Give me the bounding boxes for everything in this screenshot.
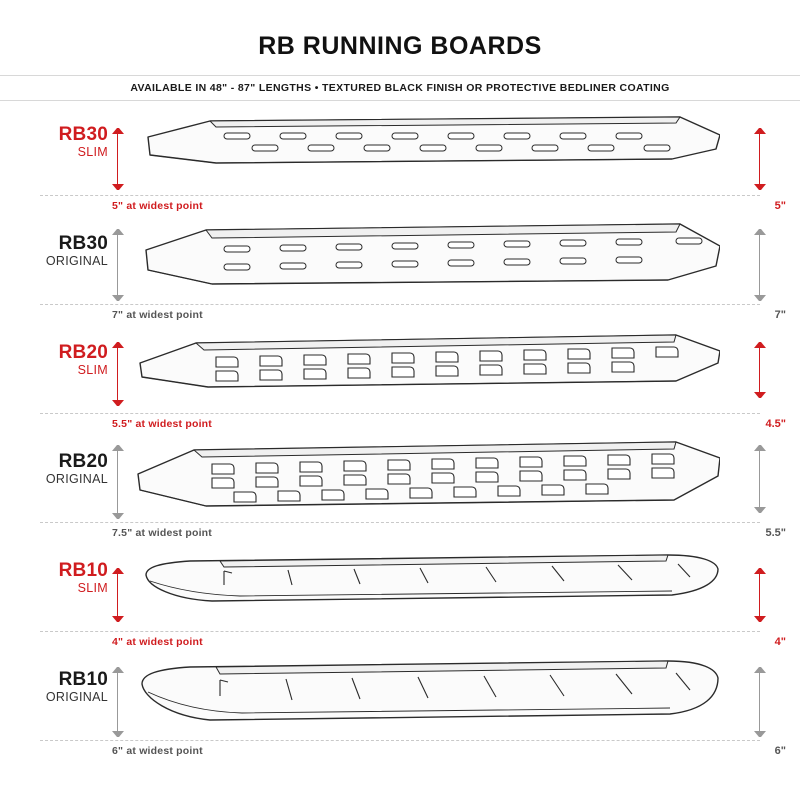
height-arrow-right (754, 569, 766, 621)
row-label (0, 452, 108, 487)
model-name: RB10 (58, 669, 108, 690)
baseline-divider (40, 413, 760, 414)
subtitle-text: AVAILABLE IN 48" - 87" LENGTHS • TEXTURED BLACK FINISH OR PROTECTIVE BEDLINER COATING (130, 82, 670, 94)
product-row (0, 543, 800, 652)
row-label (0, 234, 108, 269)
height-label: 4" (774, 636, 786, 648)
height-arrow-right (754, 129, 766, 189)
height-label: 6" (774, 745, 786, 757)
widest-point-label: 6" at widest point (112, 745, 203, 757)
height-arrow-right (754, 446, 766, 512)
row-label (0, 670, 108, 705)
board-illustration-rb30-original (120, 220, 720, 304)
model-name: RB20 (58, 451, 108, 472)
model-name: RB10 (58, 560, 108, 581)
board-illustration-rb20-original (120, 438, 720, 524)
height-label: 5" (774, 200, 786, 212)
model-variant: SLIM (77, 145, 108, 159)
board-illustration-rb30-slim (120, 111, 720, 181)
height-label: 5.5" (765, 527, 786, 539)
height-arrow-right (754, 668, 766, 736)
baseline-divider (40, 631, 760, 632)
model-variant: SLIM (77, 581, 108, 595)
row-label (0, 125, 108, 160)
widest-point-label: 5.5" at widest point (112, 418, 212, 430)
baseline-divider (40, 195, 760, 196)
row-label (0, 343, 108, 378)
model-variant: SLIM (77, 363, 108, 377)
model-name: RB30 (58, 124, 108, 145)
widest-point-label: 7" at widest point (112, 309, 203, 321)
subtitle-bar (0, 75, 800, 101)
product-row (0, 216, 800, 325)
board-illustration-rb10-original (120, 656, 720, 736)
model-variant: ORIGINAL (45, 472, 108, 486)
model-variant: ORIGINAL (45, 690, 108, 704)
widest-point-label: 4" at widest point (112, 636, 203, 648)
height-arrow-right (754, 343, 766, 397)
height-label: 7" (774, 309, 786, 321)
product-row (0, 325, 800, 434)
product-row (0, 107, 800, 216)
widest-point-label: 5" at widest point (112, 200, 203, 212)
row-label (0, 561, 108, 596)
board-illustration-rb10-slim (120, 547, 720, 613)
baseline-divider (40, 740, 760, 741)
board-illustration-rb20-slim (120, 329, 720, 407)
model-name: RB20 (58, 342, 108, 363)
product-row (0, 434, 800, 543)
model-variant: ORIGINAL (45, 254, 108, 268)
product-row (0, 652, 800, 761)
height-label: 4.5" (765, 418, 786, 430)
product-rows (0, 107, 800, 761)
height-arrow-right (754, 230, 766, 300)
page-title: RB RUNNING BOARDS (258, 32, 542, 60)
widest-point-label: 7.5" at widest point (112, 527, 212, 539)
baseline-divider (40, 304, 760, 305)
model-name: RB30 (58, 233, 108, 254)
